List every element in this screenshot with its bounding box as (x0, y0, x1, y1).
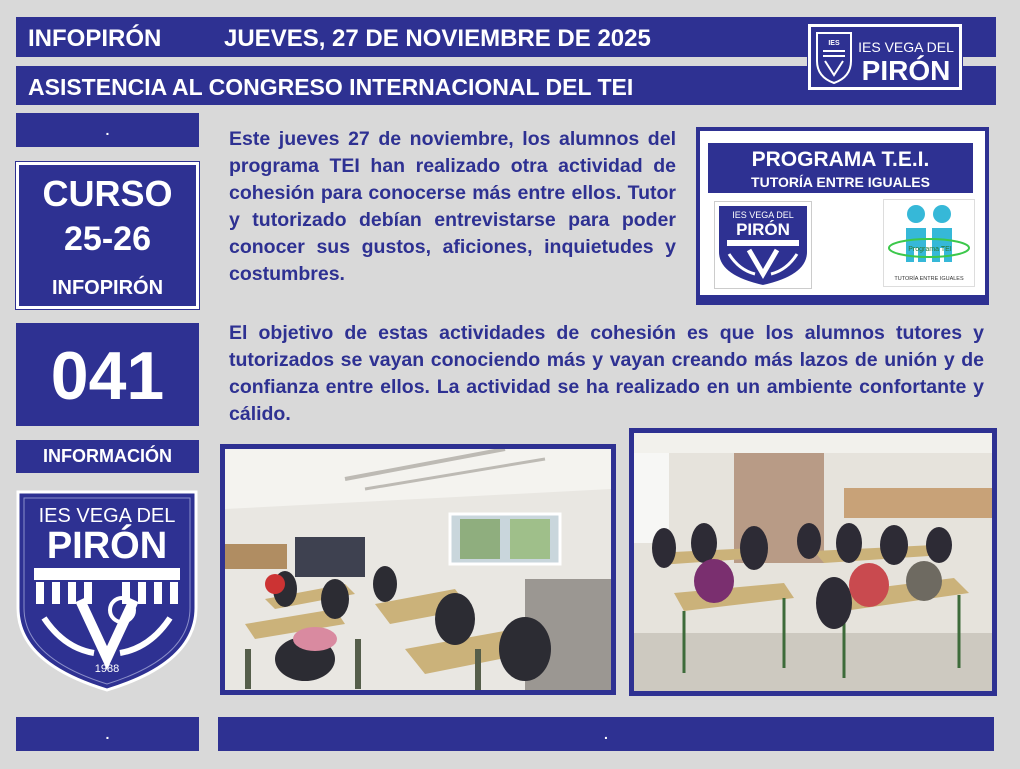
left-top-dot-bar: . (16, 113, 199, 147)
course-label: CURSO (42, 173, 173, 214)
classroom-photo-image (634, 433, 992, 691)
school-crest-icon (811, 27, 959, 87)
course-brand: INFOPIRÓN (51, 277, 164, 299)
article-paragraph-1: Este jueves 27 de noviembre, los alumnos del programa TEI han realizado otra actividad de cohesión para conocerse más entre ellos. Tutor y tutorizado debían entrevistarse para poder conocer sus gustos, aficiones, inquietudes y costumbres. (229, 128, 676, 285)
tei-logo-footer: TUTORÍA ENTRE IGUALES (894, 276, 964, 282)
tei-program-card (696, 127, 989, 305)
footer-bar: . (218, 717, 994, 751)
brand-name: INFOPIRÓN (28, 25, 162, 52)
section-label: INFORMACIÓN (16, 440, 199, 473)
course-years: 25-26 (64, 220, 151, 258)
tei-subtitle: TUTORÍA ENTRE IGUALES (751, 174, 930, 190)
logo-line2: PIRÓN (861, 55, 951, 86)
tei-crest-line1: IES VEGA DEL (732, 210, 794, 220)
classroom-photo-1 (220, 444, 616, 695)
tei-card-header (708, 143, 973, 193)
tei-logo-caption: Programa TEI (908, 246, 952, 253)
tei-title: PROGRAMA T.E.I. (751, 148, 930, 171)
issue-number: 041 (50, 338, 165, 414)
school-logo (808, 24, 962, 90)
svg-text:IES: IES (828, 40, 840, 47)
logo-line1: IES VEGA DEL (858, 39, 954, 55)
crest-line2: PIRÓN (46, 525, 168, 567)
article-paragraph-2: El objetivo de estas actividades de cohesión es que los alumnos tutores y tutorizados se vayan conociendo más y vayan creando más lazos de unión y de confianza entre ellos. La actividad se ha realizado en un ambiente confortante y cálido. (229, 322, 984, 425)
course-box (16, 162, 199, 309)
people-icon (884, 200, 974, 286)
tei-program-logo (883, 199, 975, 287)
classroom-photo-image (225, 449, 611, 690)
school-crest-icon (14, 488, 200, 694)
school-crest-large (14, 488, 200, 694)
issue-date: JUEVES, 27 DE NOVIEMBRE DE 2025 (224, 25, 651, 52)
issue-number-box (16, 323, 199, 426)
classroom-photo-2 (629, 428, 997, 696)
tei-crest-line2: PIRÓN (736, 220, 790, 239)
crest-year: 1988 (94, 663, 120, 675)
tei-school-crest (714, 201, 812, 289)
crest-line1: IES VEGA DEL (38, 505, 176, 527)
school-crest-icon (715, 202, 811, 288)
article-title: ASISTENCIA AL CONGRESO INTERNACIONAL DEL TEI (28, 74, 634, 100)
tei-card-footer-strip (700, 295, 985, 301)
left-bottom-dot-bar: . (16, 717, 199, 751)
